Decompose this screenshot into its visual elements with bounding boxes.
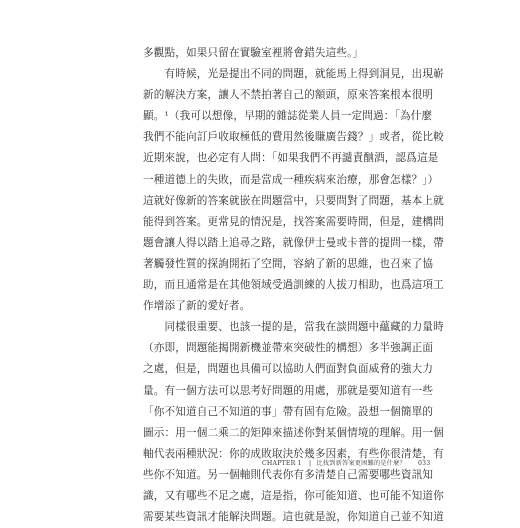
text-line: 識，又有哪些不足之處，這是指，你可能知道、也可能不知道你: [143, 489, 444, 502]
running-footer: [262, 458, 431, 470]
text-line: 之處，但是，問題也具備可以協助人們面對負面威脅的強大力: [143, 363, 434, 376]
text-line: 一種道德上的失敗，而是當成一種疾病來治療，那會怎樣？」）: [143, 173, 439, 186]
text-line: 這就好像新的答案就嵌在問題當中，只要問對了問題，基本上就: [143, 194, 444, 207]
text-line: 需要某些資訊才能解決問題。這也就是說，你知道自己並不知道: [143, 511, 444, 524]
text-line: 軸代表兩種狀況：你的成敗取決於幾多因素，有些你很清楚，有: [143, 447, 444, 460]
text-line: 同樣很重要、也該一提的是，當我在談問題中蘊藏的力量時: [143, 321, 444, 334]
text-line: 助，而且通常是在其他領域受過訓練的人拔刀相助，也爲這項工: [143, 279, 444, 292]
chapter-label: CHAPTER 1: [262, 460, 302, 467]
text-line: 多觀點，如果只留在實驗室裡將會錯失這些。」: [143, 47, 364, 59]
text-line: 近期來說，也必定有人問：「如果我們不再譴責酗酒，認爲這是: [143, 152, 439, 165]
text-line: 圖示：用一個二乘二的矩陣來描述你對某個情境的理解。用一個: [143, 426, 444, 439]
footer-separator: |: [308, 460, 312, 467]
text-line: 有時候，光是提出不同的問題，就能馬上得到洞見，出現嶄: [143, 68, 444, 81]
text-line: 題會讓人得以踏上追尋之路，就像伊士曼或卡普的提問一樣，帶: [143, 236, 444, 249]
text-line: 「你不知道自己不知道的事」帶有固有危險。設想一個簡單的: [143, 405, 434, 418]
text-line: 新的解決方案，讓人不禁拍著自己的額頭，原來答案根本很明: [143, 89, 434, 102]
text-line: 著觸發性質的探詢開拓了空間，容納了新的思維，也召來了協: [143, 257, 434, 270]
page-number: 033: [418, 460, 431, 467]
text-line: 能得到答案。更常見的情況是，找答案需要時間，但是，建構問: [143, 215, 444, 228]
text-line: 顯。¹（我可以想像，早期的雜誌從業人員一定問過：「為什麼: [143, 110, 433, 123]
text-line: 我們不能向訂戶收取極低的費用然後賺廣告錢？」或者，從比較: [143, 131, 444, 144]
text-line: 量。有一個方法可以思考好問題的用處，那就是要知道有一些: [143, 384, 434, 397]
text-line: 些你不知道。另一個軸則代表你有多清楚自己需要哪些資訊知: [143, 468, 434, 481]
text-line: 作增添了新的愛好者。: [143, 300, 251, 313]
text-line: （亦即，問題能揭開新機並帶來突破性的構想）多半強調正面: [143, 342, 434, 355]
chapter-title: 比找到新答案更困難的是什麼？: [316, 460, 406, 467]
